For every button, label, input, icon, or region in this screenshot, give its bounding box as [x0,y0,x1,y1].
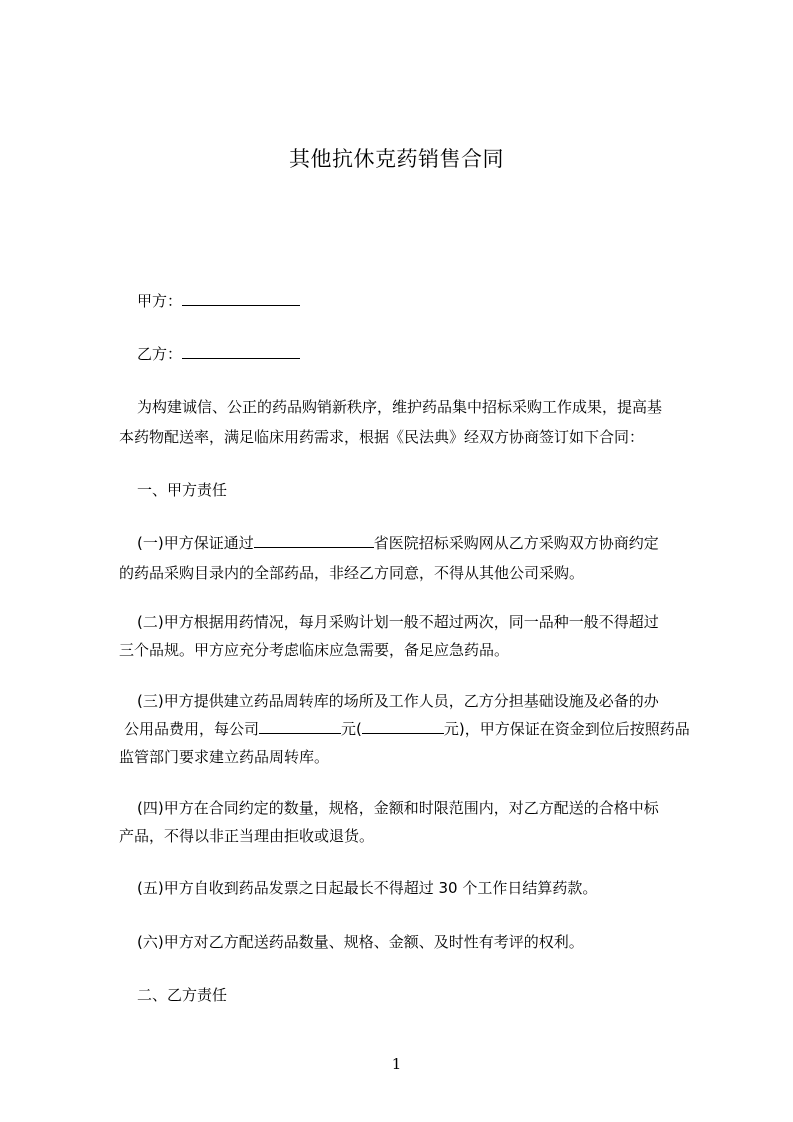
item-1-line-2: 的药品采购目录内的全部药品，非经乙方同意，不得从其他公司采购。 [119,564,585,582]
page-number: 1 [391,1055,402,1073]
party-b-blank [182,343,300,359]
item-3-line-1: (三)甲方提供建立药品周转库的场所及工作人员，乙方分担基础设施及必备的办 [137,692,659,710]
item-3-text-a: 公用品费用，每公司 [124,720,260,738]
section-heading-party-a: 一、甲方责任 [137,481,228,499]
intro-paragraph-line-2: 本药物配送率，满足临床用药需求，根据《民法典》经双方协商签订如下合同： [119,428,645,446]
intro-paragraph-line-1: 为构建诚信、公正的药品购销新秩序，维护药品集中招标采购工作成果，提高基 [137,398,663,416]
item-3-text-b: 元( [341,720,362,738]
item-1-line-1 [137,532,659,554]
item-6: (六)甲方对乙方配送药品数量、规格、金额、及时性有考评的权利。 [137,933,584,951]
amount-words-blank [362,718,444,734]
item-3-line-2 [124,718,690,740]
party-a-label: 甲方： [137,292,183,310]
document-title: 其他抗休克药销售合同 [289,147,504,171]
party-b-label: 乙方： [137,345,183,363]
amount-blank [259,718,341,734]
section-heading-party-b: 二、乙方责任 [137,986,228,1004]
item-2-line-1: (二)甲方根据用药情况，每月采购计划一般不超过两次，同一品种一般不得超过 [137,613,659,631]
party-a-blank [182,290,300,306]
item-1-text-post: 省医院招标采购网从乙方采购双方协商约定 [373,534,659,552]
item-4-line-1: (四)甲方在合同约定的数量，规格，金额和时限范围内，对乙方配送的合格中标 [137,799,659,817]
website-blank [254,532,374,548]
item-4-line-2: 产品，不得以非正当理由拒收或退货。 [119,827,375,845]
party-a-line [137,290,300,312]
item-3-line-3: 监管部门要求建立药品周转库。 [119,748,330,766]
item-2-line-2: 三个品规。甲方应充分考虑临床应急需要，备足应急药品。 [119,641,510,659]
item-3-text-c: 元)，甲方保证在资金到位后按照药品 [443,720,690,738]
item-1-text-pre: (一)甲方保证通过 [137,534,254,552]
item-5: (五)甲方自收到药品发票之日起最长不得超过 30 个工作日结算药款。 [137,879,598,897]
party-b-line [137,343,300,365]
